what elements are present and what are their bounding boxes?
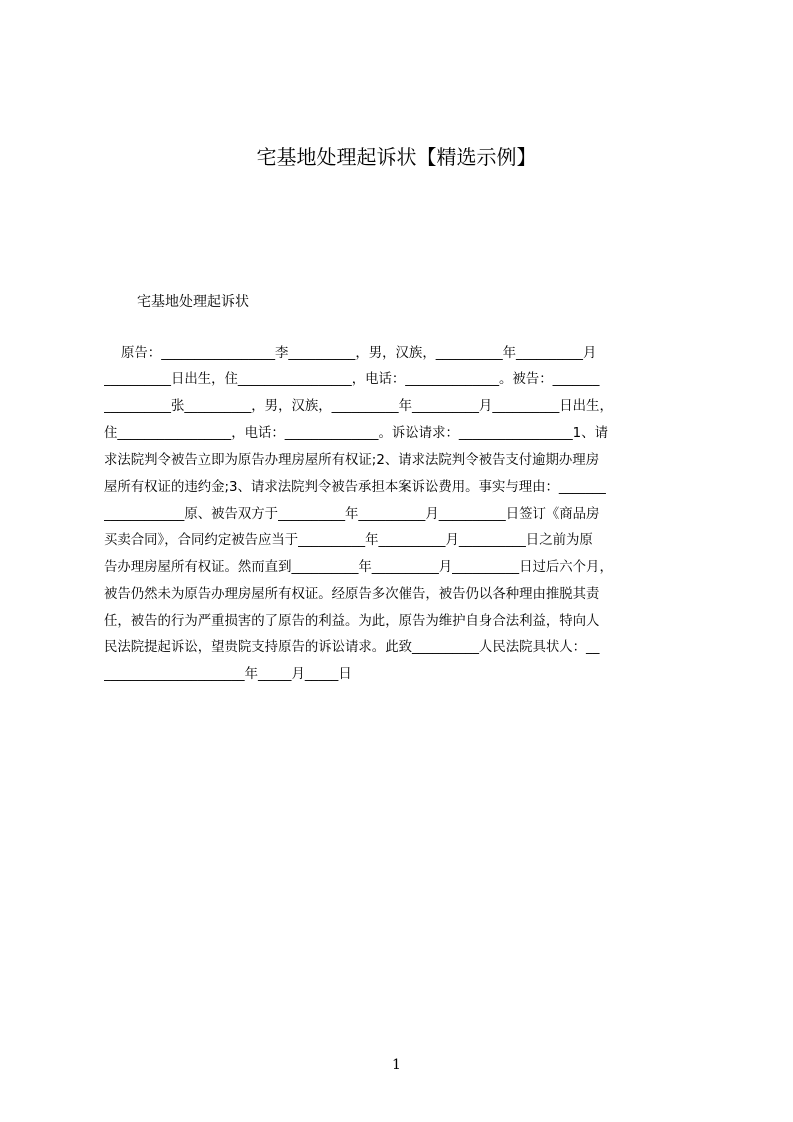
body-line: 求法院判令被告立即为原告办理房屋所有权证;2、请求法院判令被告支付逾期办理房 (104, 453, 600, 468)
body-line: 被告仍然未为原告办理房屋所有权证。经原告多次催告，被告仍以各种理由推脱其责 (104, 587, 600, 602)
body-line: 民法院提起诉讼，望贵院支持原告的诉讼请求。此致__________人民法院具状人：__ (104, 640, 600, 655)
body-line: ____________原、被告双方于__________年__________月__________日签订《商品房 (104, 507, 600, 522)
body-line: 告办理房屋所有权证。然而直到__________年__________月__________日过后六个月， (104, 560, 613, 575)
body-line: 屋所有权证的违约金;3、请求法院判令被告承担本案诉讼费用。事实与理由：_______ (104, 480, 606, 495)
page-title: 宅基地处理起诉状【精选示例】 (256, 145, 537, 169)
body-line: _____________________年_____月_____日 (104, 667, 352, 682)
body-line: 买卖合同》，合同约定被告应当于__________年__________月__________日之前为原 (104, 533, 593, 548)
body-line: __________张__________，男，汉族，__________年__________月__________日出生， (104, 399, 613, 414)
document-heading: 宅基地处理起诉状 (137, 294, 249, 310)
body-line: 任，被告的行为严重损害的了原告的利益。为此，原告为维护自身合法利益，特向人 (104, 614, 600, 629)
body-line: 住_________________，电话：______________。诉讼请求：_________________1、请 (104, 426, 608, 441)
body-line: __________日出生，住_________________，电话：______________。被告：_______ (104, 372, 600, 387)
body-line: 原告：_________________李__________，男，汉族，__________年__________月 (104, 346, 597, 361)
page-number: 1 (392, 1057, 401, 1073)
